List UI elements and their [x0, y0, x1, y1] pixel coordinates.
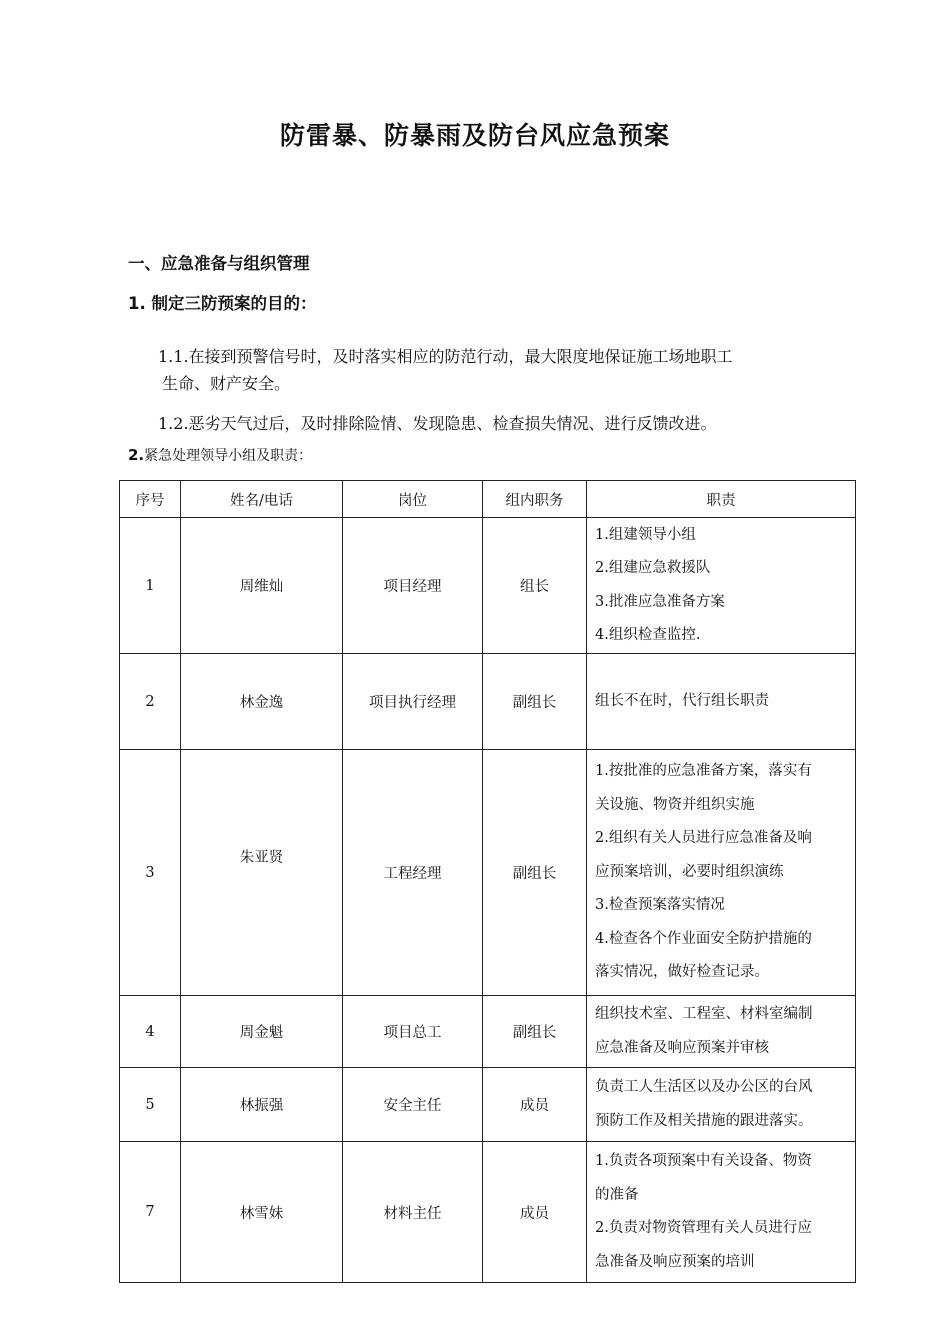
duty-line: 2.负责对物资管理有关人员进行应	[595, 1220, 812, 1236]
table-row	[120, 750, 856, 996]
header-name: 姓名/电话	[181, 481, 343, 518]
duty-line: 1.组建领导小组	[595, 526, 696, 543]
table-header-row	[120, 481, 856, 518]
cell-role: 组长	[483, 518, 587, 654]
table-row	[120, 996, 856, 1068]
duty-line: 的准备	[595, 1186, 639, 1203]
cell-name: 周金魁	[181, 996, 343, 1068]
duty-line: 4.检查各个作业面安全防护措施的	[595, 930, 812, 947]
duty-line: 1.按批准的应急准备方案，落实有	[595, 763, 812, 780]
cell-no: 1	[120, 518, 181, 654]
document-title: 防雷暴、防暴雨及防台风应急预案	[279, 121, 670, 150]
duty-line: 3.检查预案落实情况	[595, 897, 725, 914]
duty-line: 3.批准应急准备方案	[595, 593, 725, 610]
purpose-paragraph-1-line-b: 生命、财产安全。	[162, 374, 291, 393]
cell-no: 5	[120, 1068, 181, 1142]
subsection-number: 2.	[128, 446, 145, 464]
cell-duties	[587, 518, 856, 654]
cell-role: 成员	[483, 1068, 587, 1142]
header-duties: 职责	[587, 481, 856, 518]
duty-line: 应急准备及响应预案并审核	[595, 1039, 769, 1056]
cell-name: 林金逸	[181, 654, 343, 750]
cell-no: 4	[120, 996, 181, 1068]
duty-line: 组长不在时，代行组长职责	[595, 692, 769, 709]
subsection-heading-purpose: 1. 制定三防预案的目的：	[128, 294, 317, 313]
duty-line: 1.负责各项预案中有关设备、物资	[595, 1153, 812, 1169]
table-row	[120, 1142, 856, 1283]
cell-post: 项目经理	[343, 518, 483, 654]
cell-role: 副组长	[483, 750, 587, 996]
header-no: 序号	[120, 481, 181, 518]
cell-role: 成员	[483, 1142, 587, 1283]
purpose-paragraph-2: 1.2.恶劣天气过后，及时排除险情、发现隐患、检查损失情况、进行反馈改进。	[158, 414, 717, 433]
table-row	[120, 518, 856, 654]
purpose-paragraph-1	[158, 343, 858, 397]
header-role: 组内职务	[483, 481, 587, 518]
duty-line: 4.组织检查监控.	[595, 627, 701, 643]
duty-line: 应预案培训，必要时组织演练	[595, 863, 784, 880]
duty-line: 负责工人生活区以及办公区的台风	[595, 1079, 813, 1095]
cell-duties	[587, 750, 856, 996]
leadership-table	[119, 480, 856, 1283]
cell-name	[181, 750, 343, 996]
table-row	[120, 654, 856, 750]
cell-no: 3	[120, 750, 181, 996]
cell-duties	[587, 996, 856, 1068]
cell-name: 林雪妹	[181, 1142, 343, 1283]
table-row	[120, 1068, 856, 1142]
duty-line: 2.组织有关人员进行应急准备及响	[595, 830, 812, 847]
duty-line: 预防工作及相关措施的跟进落实。	[595, 1112, 813, 1129]
section-heading: 一、应急准备与组织管理	[128, 254, 310, 273]
cell-name: 周维灿	[181, 518, 343, 654]
duty-line: 落实情况，做好检查记录。	[595, 964, 769, 981]
cell-name-text: 朱亚贤	[239, 850, 284, 866]
cell-post: 项目总工	[343, 996, 483, 1068]
cell-role: 副组长	[483, 654, 587, 750]
duty-line: 急准备及响应预案的培训	[595, 1253, 755, 1270]
cell-duties	[587, 1142, 856, 1283]
cell-no: 7	[120, 1142, 181, 1283]
purpose-paragraph-1-line-a: 1.1.在接到预警信号时，及时落实相应的防范行动，最大限度地保证施工场地职工	[158, 347, 733, 366]
duty-line: 关设施、物资并组织实施	[595, 796, 755, 813]
cell-name: 林振强	[181, 1068, 343, 1142]
cell-post: 工程经理	[343, 750, 483, 996]
header-post: 岗位	[343, 481, 483, 518]
cell-post: 材料主任	[343, 1142, 483, 1283]
cell-duties	[587, 1068, 856, 1142]
cell-role: 副组长	[483, 996, 587, 1068]
subsection-text: 紧急处理领导小组及职责：	[144, 448, 313, 464]
cell-duties	[587, 654, 856, 750]
cell-post: 安全主任	[343, 1068, 483, 1142]
cell-post: 项目执行经理	[343, 654, 483, 750]
subsection-heading-team	[128, 445, 312, 465]
cell-no: 2	[120, 654, 181, 750]
duty-line: 组织技术室、工程室、材料室编制	[595, 1006, 813, 1022]
duty-line: 2.组建应急救援队	[595, 560, 711, 576]
